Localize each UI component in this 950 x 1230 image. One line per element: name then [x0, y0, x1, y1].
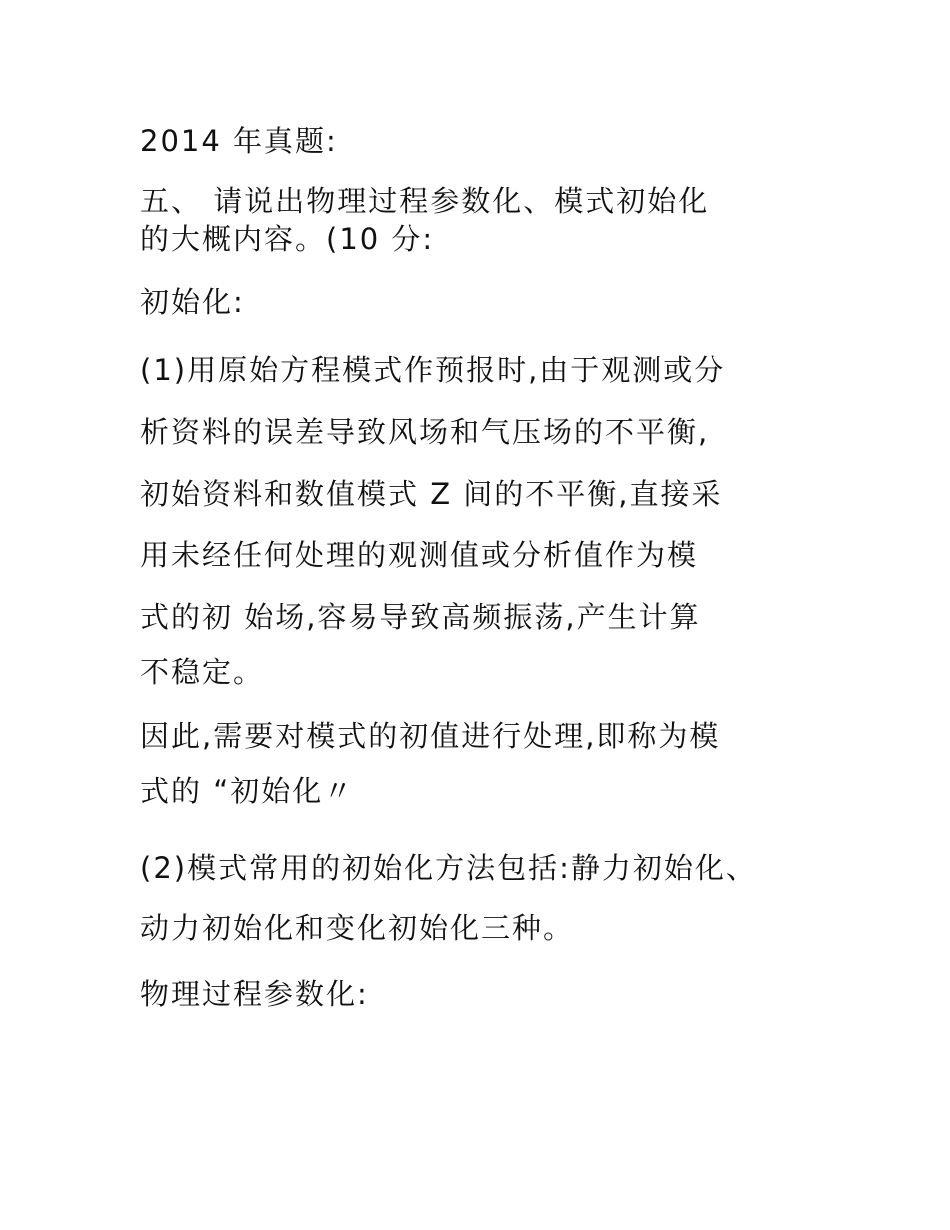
point-two-line: (2)模式常用的初始化方法包括:静力初始化、 — [140, 850, 757, 885]
point-one-paragraph — [140, 340, 830, 695]
conclusion-line: 式的 “初始化〃 — [140, 774, 355, 809]
point-one-line: 初始资料和数值模式 Z 间的不平衡,直接采 — [140, 476, 723, 511]
point-two-paragraph — [140, 838, 830, 960]
exam-year-heading — [140, 120, 830, 164]
point-one-line: 不稳定。 — [140, 654, 265, 689]
conclusion-line: 因此,需要对模式的初值进行处理,即称为模 — [140, 719, 721, 754]
point-one-line: 式的初 始场,容易导致高频振荡,产生计算 — [140, 600, 701, 635]
document-body — [140, 120, 830, 1017]
section-title-initialization-text: 初始化: — [140, 284, 245, 319]
point-one-line: 析资料的误差导致风场和气压场的不平衡, — [140, 414, 710, 449]
section-title-initialization — [140, 281, 830, 325]
point-one-line: 用未经任何处理的观测值或分析值作为模 — [140, 538, 699, 573]
question-line: 五、 请说出物理过程参数化、模式初始化 — [140, 183, 710, 218]
point-two-line: 动力初始化和变化初始化三种。 — [140, 911, 575, 946]
section-title-parameterization-text: 物理过程参数化: — [140, 977, 369, 1012]
question-line: 的大概内容。(10 分: — [140, 222, 435, 257]
conclusion-paragraph — [140, 709, 830, 819]
exam-year-heading-text: 2014 年真题: — [140, 124, 338, 158]
question-five — [140, 182, 830, 259]
point-one-line: (1)用原始方程模式作预报时,由于观测或分 — [140, 353, 726, 388]
section-title-parameterization — [140, 973, 830, 1017]
